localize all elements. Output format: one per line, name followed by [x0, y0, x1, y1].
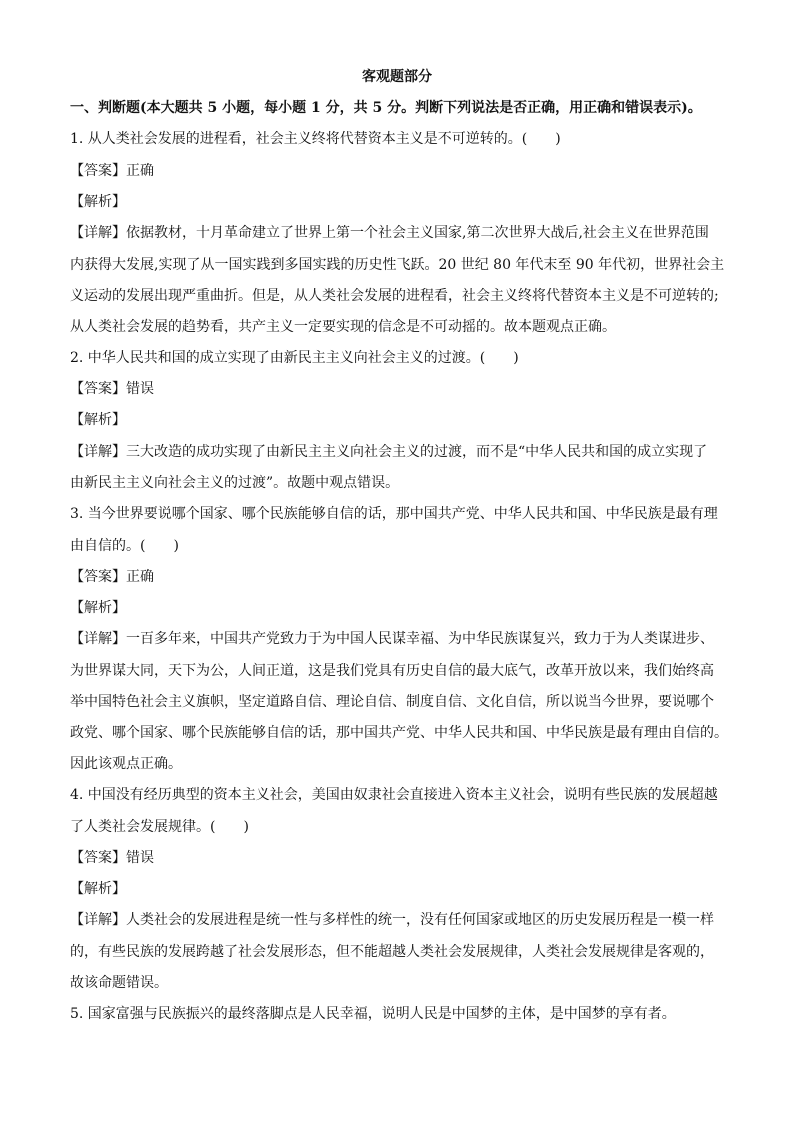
question-1-detail-line: 从人类社会发展的趋势看，共产主义一定要实现的信念是不可动摇的。故本题观点正确。 — [70, 319, 616, 335]
question-2-detail-line: 由新民主主义向社会主义的过渡”。故题中观点错误。 — [70, 475, 400, 491]
question-4-analysis: 【解析】 — [70, 881, 126, 897]
question-2-analysis: 【解析】 — [70, 412, 126, 428]
question-1-answer: 【答案】正确 — [70, 163, 154, 179]
question-1-detail-line: 义运动的发展出现严重曲折。但是，从人类社会发展的进程看，社会主义终将代替资本主义是不可逆转的; — [70, 288, 719, 304]
question-4-detail-line: 的，有些民族的发展跨越了社会发展形态，但不能超越人类社会发展规律，人类社会发展规律是客观的， — [70, 944, 714, 960]
question-1-detail-line: 【详解】依据教材，十月革命建立了世界上第一个社会主义国家,第二次世界大战后,社会主义在世界范围 — [70, 225, 709, 241]
question-4-detail-line: 【详解】人类社会的发展进程是统一性与多样性的统一，没有任何国家或地区的历史发展历程是一模一样 — [70, 912, 714, 928]
question-3-analysis: 【解析】 — [70, 600, 126, 616]
question-4-detail-line: 故该命题错误。 — [70, 975, 168, 991]
question-3-detail-line: 因此该观点正确。 — [70, 756, 182, 772]
section-header: 一、判断题(本大题共 5 小题，每小题 1 分，共 5 分。判断下列说法是否正确，用正确和错误表示)。 — [70, 100, 702, 116]
question-3-answer: 【答案】正确 — [70, 569, 154, 585]
question-3-detail-line: 政党、哪个国家、哪个民族能够自信的话，那中国共产党、中华人民共和国、中华民族是最有理由自信的。 — [70, 725, 728, 741]
question-4-stem: 了人类社会发展规律。( ) — [70, 819, 249, 835]
question-4-stem: 4. 中国没有经历典型的资本主义社会，美国由奴隶社会直接进入资本主义社会，说明有些民族的发展超越 — [70, 787, 718, 803]
question-3-stem: 由自信的。( ) — [70, 538, 179, 554]
question-5-stem: 5. 国家富强与民族振兴的最终落脚点是人民幸福，说明人民是中国梦的主体，是中国梦的享有者。 — [70, 1006, 676, 1022]
question-2-detail-line: 【详解】三大改造的成功实现了由新民主主义向社会主义的过渡，而不是“中华人民共和国的成立实现了 — [70, 444, 708, 460]
question-1-stem: 1. 从人类社会发展的进程看，社会主义终将代替资本主义是不可逆转的。( ) — [70, 131, 561, 147]
question-3-detail-line: 为世界谋大同，天下为公，人间正道，这是我们党具有历史自信的最大底气，改革开放以来，我们始终高 — [70, 663, 714, 679]
question-1-analysis: 【解析】 — [70, 194, 126, 210]
question-3-detail-line: 举中国特色社会主义旗帜，坚定道路自信、理论自信、制度自信、文化自信，所以说当今世界，要说哪个 — [70, 694, 714, 710]
question-3-stem: 3. 当今世界要说哪个国家、哪个民族能够自信的话，那中国共产党、中华人民共和国、中华民族是最有理 — [70, 506, 718, 522]
question-1-detail-line: 内获得大发展,实现了从一国实践到多国实践的历史性飞跃。20 世纪 80 年代末至 90 年代初，世界社会主 — [70, 257, 725, 273]
page-title: 客观题部分 — [362, 69, 432, 85]
question-4-answer: 【答案】错误 — [70, 850, 154, 866]
question-2-stem: 2. 中华人民共和国的成立实现了由新民主主义向社会主义的过渡。( ) — [70, 350, 519, 366]
question-2-answer: 【答案】错误 — [70, 381, 154, 397]
question-3-detail-line: 【详解】一百多年来，中国共产党致力于为中国人民谋幸福、为中华民族谋复兴，致力于为人类谋进步、 — [70, 631, 714, 647]
